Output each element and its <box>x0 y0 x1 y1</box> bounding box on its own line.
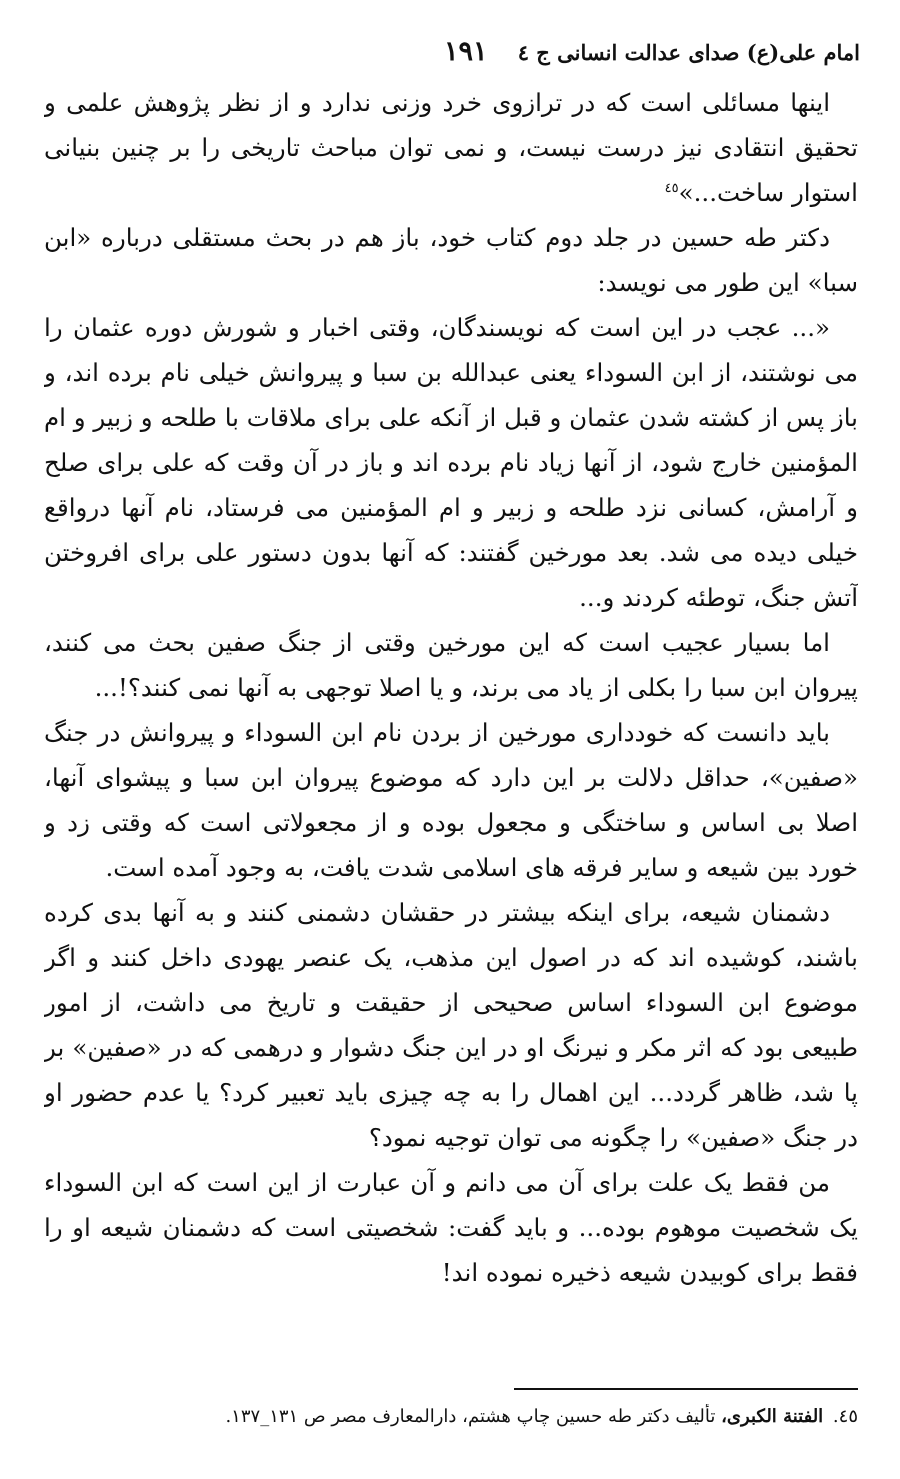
running-title: امام علی(ع) صدای عدالت انسانی ج ٤ <box>517 40 860 65</box>
footnote-text: تألیف دکتر طه حسین چاپ هشتم، دارالمعارف مصر ص ١٣١_١٣٧. <box>225 1406 716 1427</box>
footnote-source-title: الفتنة الکبری، <box>721 1406 824 1427</box>
footnote-reference[interactable]: ٤٥ <box>664 180 679 196</box>
paragraph: من فقط یک علت برای آن می دانم و آن عبارت از این است که ابن السوداء یک شخصیت موهوم بوده... و باید گفت: شخصیتی است که دشمنان شیعه او را فقط برای کوبیدن شیعه ذخیره نموده اند! <box>44 1168 858 1287</box>
page-header <box>40 36 860 76</box>
paragraph: دکتر طه حسین در جلد دوم کتاب خود، باز هم در بحث مستقلی درباره «ابن سبا» این طور می نویسد: <box>44 223 858 297</box>
paragraph-text: اینها مسائلی است که در ترازوی خرد وزنی ندارد و از نظر پژوهش علمی و تحقیق انتقادی نیز درست نیست، و نمی توان مباحث تاریخی را بر چنین بنیانی استوار ساخت...» <box>44 88 858 207</box>
paragraph: باید دانست که خودداری مورخین از بردن نام ابن السوداء و پیروانش در جنگ «صفین»، حداقل دلالت بر این دارد که موضوع پیروان ابن سبا و پیشوای آنها، اصلا بی اساس و ساختگی و مجعول بوده و از مجعولاتی است که وقتی زد و خورد بین شیعه و سایر فرقه های اسلامی شدت یافت، به وجود آمده است. <box>44 718 858 882</box>
body-text <box>44 80 858 1370</box>
footnote <box>44 1404 858 1430</box>
paragraph: دشمنان شیعه، برای اینکه بیشتر در حقشان دشمنی کنند و به آنها بدی کرده باشند، کوشیده اند که در اصول این مذهب، یک عنصر یهودی داخل کنند و اگر موضوع ابن السوداء اساس صحیحی از حقیقت و تاریخ می داشت، از امور طبیعی بود که اثر مکر و نیرنگ او در این جنگ دشوار و درهمی که در «صفین» بر پا شد، ظاهر گردد... این اهمال را به چه چیزی باید تعبیر کرد؟ یا عدم حضور او در جنگ «صفین» را چگونه می توان توجیه نمود؟ <box>44 898 858 1152</box>
paragraph <box>44 80 858 215</box>
footnote-divider <box>514 1388 858 1390</box>
paragraph: «... عجب در این است که نویسندگان، وقتی اخبار و شورش دوره عثمان را می نوشتند، از ابن السوداء یعنی عبدالله بن سبا و پیروانش خیلی نام برده اند، و باز پس از کشته شدن عثمان و قبل از آنکه علی برای ملاقات با طلحه و زبیر و ام المؤمنین خارج شود، از آنها زیاد نام برده اند و باز در آن وقت که علی برای صلح و آرامش، کسانی نزد طلحه و زبیر و ام المؤمنین می فرستاد، نام آنها درواقع خیلی دیده می شد. بعد مورخین گفتند: که آنها بدون دستور علی برای افروختن آتش جنگ، توطئه کردند و... <box>44 313 858 612</box>
paragraph: اما بسیار عجیب است که این مورخین وقتی از جنگ صفین بحث می کنند، پیروان ابن سبا را بکلی از یاد می برند، و یا اصلا توجهی به آنها نمی کنند؟!... <box>44 628 858 702</box>
page-number: ١٩١ <box>444 36 488 67</box>
footnote-number: ٤٥. <box>832 1406 858 1427</box>
